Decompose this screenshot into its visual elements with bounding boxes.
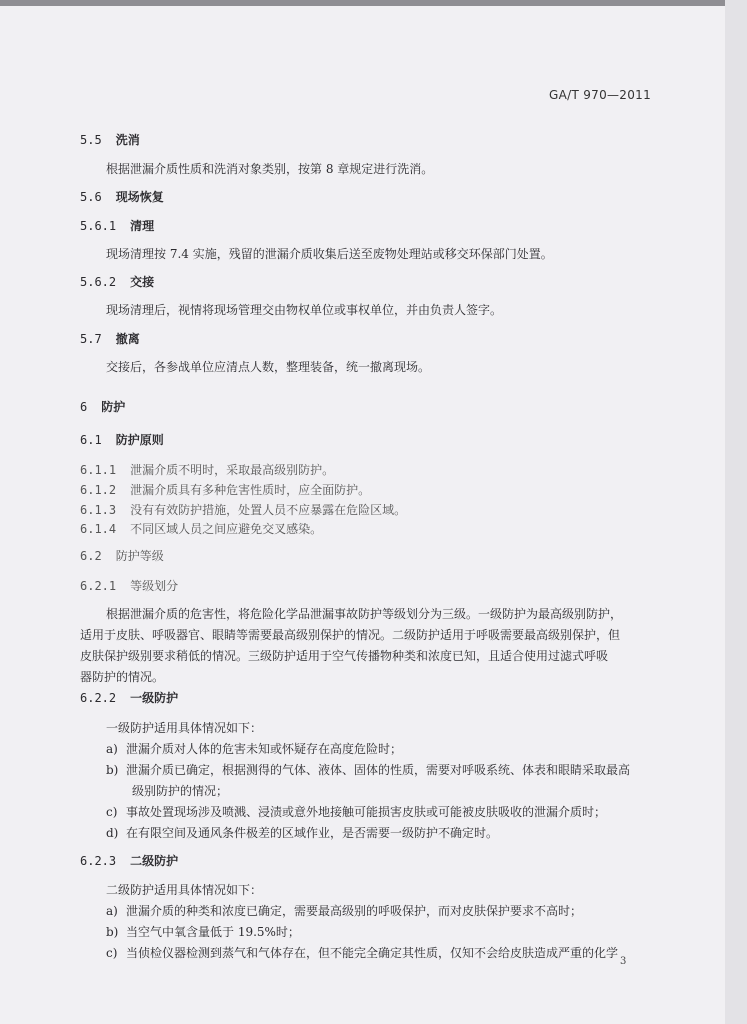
heading-6-1: 6.1 防护原则	[80, 433, 164, 447]
list-item-6-2-3-b: b) 当空气中氧含量低于 19.5%时；	[106, 925, 300, 939]
list-item-6-2-2-a: a) 泄漏介质对人体的危害未知或怀疑存在高度危险时；	[106, 742, 403, 756]
clause-6-1-4: 6.1.4 不同区域人员之间应避免交叉感染。	[80, 522, 323, 536]
clause-6-1-2: 6.1.2 泄漏介质具有多种危害性质时，应全面防护。	[80, 483, 371, 497]
heading-5-7: 5.7 撤离	[80, 332, 140, 346]
heading-5-6-2: 5.6.2 交接	[80, 275, 155, 289]
heading-6-2-1: 6.2.1 等级划分	[80, 579, 179, 593]
standard-code: GA/T 970—2011	[549, 88, 652, 102]
heading-5-6: 5.6 现场恢复	[80, 190, 164, 204]
list-item-6-2-2-d: d) 在有限空间及通风条件极差的区域作业，是否需要一级防护不确定时。	[106, 826, 499, 840]
list-item-6-2-2-b: b) 泄漏介质已确定，根据测得的气体、液体、固体的性质，需要对呼吸系统、体表和眼睛采取最高	[106, 763, 631, 777]
clause-6-1-1: 6.1.1 泄漏介质不明时，采取最高级别防护。	[80, 463, 335, 477]
list-item-6-2-3-c: c) 当侦检仪器检测到蒸气和气体存在，但不能完全确定其性质，仅知不会给皮肤造成严重的化学	[106, 946, 619, 960]
heading-6: 6 防护	[80, 400, 126, 414]
paragraph-6-2-1-line-4: 器防护的情况。	[80, 670, 165, 684]
paragraph-5-6-1: 现场清理按 7.4 实施，残留的泄漏介质收集后送至废物处理站或移交环保部门处置。	[106, 247, 553, 261]
heading-6-2-2: 6.2.2 一级防护	[80, 691, 179, 705]
paragraph-6-2-1-line-1: 根据泄漏介质的危害性，将危险化学品泄漏事故防护等级划分为三级。一级防护为最高级别防护，	[106, 607, 623, 621]
paragraph-6-2-1-line-3: 皮肤保护级别要求稍低的情况。三级防护适用于空气传播物种类和浓度已知，且适合使用过滤式呼吸	[80, 649, 609, 663]
intro-6-2-3: 二级防护适用具体情况如下：	[106, 883, 263, 897]
intro-6-2-2: 一级防护适用具体情况如下：	[106, 721, 263, 735]
page-number: 3	[620, 956, 627, 967]
list-item-6-2-3-a: a) 泄漏介质的种类和浓度已确定，需要最高级别的呼吸保护，而对皮肤保护要求不高时；	[106, 904, 583, 918]
scan-right-edge	[725, 0, 747, 1024]
scan-top-edge	[0, 0, 747, 6]
paragraph-5-5: 根据泄漏介质性质和洗消对象类别，按第 8 章规定进行洗消。	[106, 162, 434, 176]
paragraph-5-7: 交接后，各参战单位应清点人数，整理装备，统一撤离现场。	[106, 360, 431, 374]
list-item-6-2-2-b-cont: 级别防护的情况；	[132, 784, 229, 798]
heading-6-2: 6.2 防护等级	[80, 549, 164, 563]
paragraph-6-2-1-line-2: 适用于皮肤、呼吸器官、眼睛等需要最高级别保护的情况。二级防护适用于呼吸需要最高级别保护，但	[80, 628, 621, 642]
heading-5-5: 5.5 洗消	[80, 133, 140, 147]
clause-6-1-3: 6.1.3 没有有效防护措施，处置人员不应暴露在危险区域。	[80, 503, 407, 517]
heading-6-2-3: 6.2.3 二级防护	[80, 854, 179, 868]
list-item-6-2-2-c: c) 事故处置现场涉及喷溅、浸渍或意外地接触可能损害皮肤或可能被皮肤吸收的泄漏介质时；	[106, 805, 607, 819]
paragraph-5-6-2: 现场清理后，视情将现场管理交由物权单位或事权单位，并由负责人签字。	[106, 303, 503, 317]
heading-5-6-1: 5.6.1 清理	[80, 219, 155, 233]
